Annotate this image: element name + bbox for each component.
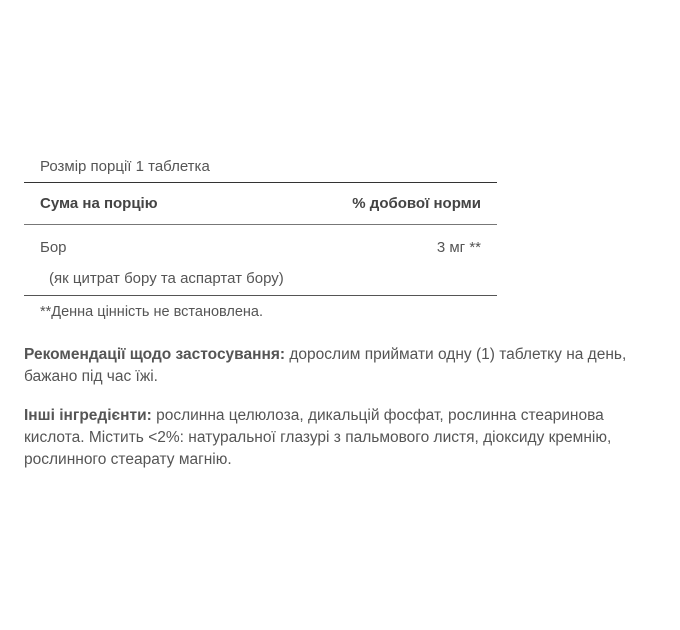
daily-value-footnote: **Денна цінність не встановлена. [40, 304, 264, 320]
usage-text: дорослим приймати одну (1) таблетку на день, бажано під час їжі. [24, 346, 627, 385]
other-ingredients-text: рослинна целюлоза, дикальцій фосфат, рослинна стеаринова кислота. Містить <2%: натуральної глазурі з пальмового листя, діоксиду кремнію, рослинного стеарату магнію. [24, 407, 612, 468]
nutrient-amount: 3 мг ** [436, 238, 481, 256]
serving-size: Розмір порції 1 таблетка [24, 154, 497, 183]
facts-header-row [24, 183, 497, 225]
supplement-facts-table [24, 154, 497, 320]
usage-label: Рекомендації щодо застосування: [24, 346, 286, 363]
nutrient-row-boron [24, 231, 497, 263]
amount-per-serving-header: Сума на порцію [40, 195, 158, 212]
other-ingredients-label: Інші інгредієнти: [24, 407, 152, 424]
other-ingredients [24, 405, 664, 471]
nutrient-name: Бор [40, 238, 67, 256]
usage-directions [24, 344, 664, 388]
nutrient-source: (як цитрат бору та аспартат бору) [24, 263, 497, 296]
daily-value-header: % добової норми [352, 195, 481, 212]
